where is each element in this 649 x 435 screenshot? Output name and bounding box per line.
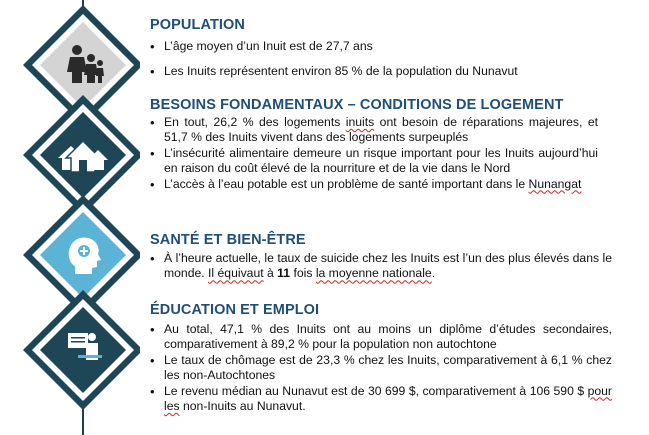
section-title: POPULATION: [150, 17, 245, 33]
bullet-item: • L’accès à l’eau potable est un problème de santé important dans le Nunangat: [150, 177, 598, 192]
bullet-item: • Le taux de chômage est de 23,3 % chez les Inuits, comparativement à 6,1 % chez les non-Autochtones: [150, 353, 612, 384]
bullet-item: • À l’heure actuelle, le taux de suicide chez les Inuits est l’un des plus élevés dans le monde. Il équivaut à 11 fois la moyenne nationale.: [150, 251, 612, 282]
education-icon: [23, 290, 140, 410]
section-population: [150, 17, 610, 80]
bullet-item: • Les Inuits représentent environ 85 % de la population du Nunavut: [150, 64, 610, 79]
section-title: SANTÉ ET BIEN-ÊTRE: [150, 232, 306, 248]
section-title: ÉDUCATION ET EMPLOI: [150, 302, 320, 318]
bullet-list: [150, 39, 610, 80]
icon-column: [0, 0, 140, 435]
bullet-item: • En tout, 26,2 % des logements inuits ont besoin de réparations majeures, et 51,7 % des Inuits vivent dans des logements surpeuplés: [150, 115, 598, 146]
section-sante: [150, 232, 612, 282]
bullet-list: [150, 115, 598, 192]
bullet-item: • Le revenu médian au Nunavut est de 30 699 $, comparativement à 106 590 $ pour les non-Inuits au Nunavut.: [150, 384, 612, 415]
section-education: [150, 302, 612, 414]
section-title: BESOINS FONDAMENTAUX – CONDITIONS DE LOGEMENT: [150, 97, 564, 113]
bullet-list: [150, 322, 612, 414]
section-logement: [150, 97, 598, 192]
bullet-list: [150, 251, 612, 282]
bullet-item: • Au total, 47,1 % des Inuits ont au moins un diplôme d’études secondaires, comparativement à 89,2 % pour la population non autochtone: [150, 322, 612, 353]
bullet-item: • L’âge moyen d’un Inuit est de 27,7 ans: [150, 39, 610, 54]
bullet-item: • L’insécurité alimentaire demeure un risque important pour les Inuits aujourd’hui en raison du coût élevé de la nourriture et de la vie dans le Nord: [150, 146, 598, 177]
